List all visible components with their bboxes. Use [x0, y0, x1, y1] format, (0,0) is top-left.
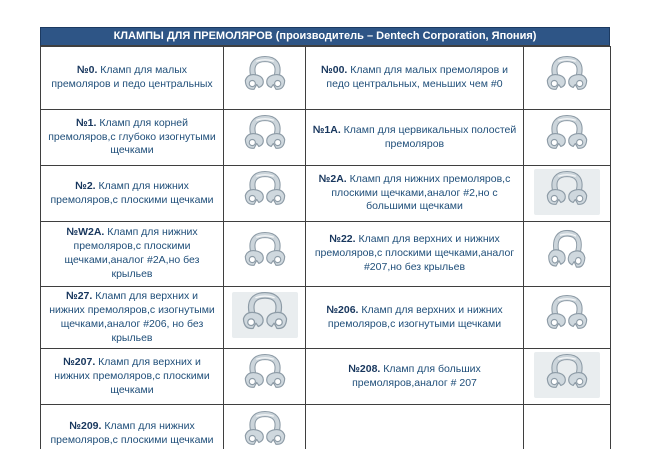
- clamp-number: №1А.: [312, 123, 341, 136]
- clamp-photo-cell: [224, 349, 306, 405]
- clamp-description: Кламп для корней премоляров,с глубоко изогнутыми щечками: [48, 116, 216, 157]
- table-title: КЛАМПЫ ДЛЯ ПРЕМОЛЯРОВ: [113, 30, 273, 42]
- dental-clamp-icon: [232, 113, 298, 159]
- clamp-description-cell: [41, 47, 224, 110]
- clamp-description: Кламп для верхних и нижних премоляров,с плоскими щечками,аналог #207,но без крыльев: [314, 233, 515, 273]
- clamp-number: №209.: [69, 420, 102, 433]
- dental-clamp-icon: [534, 54, 600, 100]
- clamp-number: №2.: [75, 179, 96, 192]
- clamp-description-cell: [41, 287, 224, 349]
- clamp-description: Кламп для нижних премоляров,с плоскими щечками: [50, 420, 214, 446]
- dental-clamp-icon: [534, 113, 600, 159]
- table-row: [41, 110, 611, 166]
- clamp-photo-cell: [524, 166, 611, 222]
- clamp-description-cell: [306, 287, 524, 349]
- clamps-grid: [40, 46, 611, 449]
- clamp-number: №206.: [326, 303, 359, 316]
- clamp-photo-cell: [524, 349, 611, 405]
- clamp-description-cell: [41, 405, 224, 449]
- clamp-photo-cell: [524, 110, 611, 166]
- clamp-number: №22.: [329, 233, 356, 246]
- clamp-description: Кламп для больших премоляров,аналог # 207: [352, 363, 481, 389]
- clamp-description-cell: [306, 222, 524, 287]
- dental-clamp-icon: [534, 230, 600, 276]
- clamp-number: №0.: [76, 64, 98, 77]
- dental-clamp-icon: [232, 54, 298, 100]
- clamp-number: №00.: [321, 64, 348, 77]
- clamp-photo-cell: [224, 47, 306, 110]
- dental-clamp-icon: [534, 293, 600, 339]
- clamp-number: №1.: [75, 116, 97, 129]
- clamp-description: Кламп для верхних и нижних премоляров,с изогнутыми щечками: [327, 303, 503, 330]
- table-row: [41, 47, 611, 110]
- clamp-number: №2А.: [318, 172, 347, 185]
- premolar-clamps-table: [40, 27, 610, 449]
- table-row: [41, 405, 611, 449]
- clamp-description-cell: [41, 110, 224, 166]
- dental-clamp-icon: [232, 292, 298, 338]
- clamp-description: Кламп для нижних премоляров,с плоскими щечками,аналог #2А,но без крыльев: [64, 226, 200, 280]
- clamp-number: №207.: [63, 356, 96, 369]
- table-header: [40, 27, 610, 46]
- clamp-description: Кламп для верхних и нижних премоляров,с изогнутыми щечками,аналог #206, но без крыльев: [49, 290, 215, 344]
- dental-clamp-icon: [232, 352, 298, 398]
- clamp-photo-cell: [224, 166, 306, 222]
- clamp-description: Кламп для цервикальных полостей премоляров: [340, 123, 517, 150]
- table-row: [41, 349, 611, 405]
- dental-clamp-icon: [534, 169, 600, 215]
- table-row: [41, 166, 611, 222]
- clamp-photo-cell: [224, 110, 306, 166]
- empty-cell: [306, 405, 524, 449]
- clamp-description: Кламп для малых премоляров и педо центральных, меньших чем #0: [326, 64, 508, 90]
- clamp-photo-cell: [524, 47, 611, 110]
- dental-clamp-icon: [232, 230, 298, 276]
- clamp-description-cell: [306, 166, 524, 222]
- table-row: [41, 222, 611, 287]
- clamp-photo-cell: [224, 405, 306, 449]
- clamp-description: Кламп для нижних премоляров,с плоскими щечками: [50, 179, 214, 206]
- clamp-photo-cell: [224, 222, 306, 287]
- clamp-description: Кламп для нижних премоляров,с плоскими щечками,аналог #2,но с большими щечками: [331, 172, 511, 213]
- clamp-photo-cell: [524, 222, 611, 287]
- dental-clamp-icon: [232, 169, 298, 215]
- clamp-description-cell: [41, 166, 224, 222]
- empty-cell: [524, 405, 611, 449]
- clamp-description-cell: [306, 110, 524, 166]
- clamp-description-cell: [41, 222, 224, 287]
- clamp-description-cell: [306, 47, 524, 110]
- clamp-description: Кламп для малых премоляров и педо центральных: [51, 64, 213, 90]
- clamp-number: №W2А.: [66, 226, 105, 239]
- clamp-description-cell: [306, 349, 524, 405]
- clamp-number: №208.: [348, 363, 381, 376]
- table-subtitle: (производитель – Dentech Corporation, Япония): [272, 30, 537, 42]
- clamp-number: №27.: [66, 290, 93, 302]
- table-row: [41, 287, 611, 349]
- clamp-photo-cell: [224, 287, 306, 349]
- clamp-description-cell: [41, 349, 224, 405]
- clamp-photo-cell: [524, 287, 611, 349]
- clamp-description: Кламп для верхних и нижних премоляров,с плоскими щечками: [54, 356, 210, 396]
- dental-clamp-icon: [534, 352, 600, 398]
- dental-clamp-icon: [232, 409, 298, 449]
